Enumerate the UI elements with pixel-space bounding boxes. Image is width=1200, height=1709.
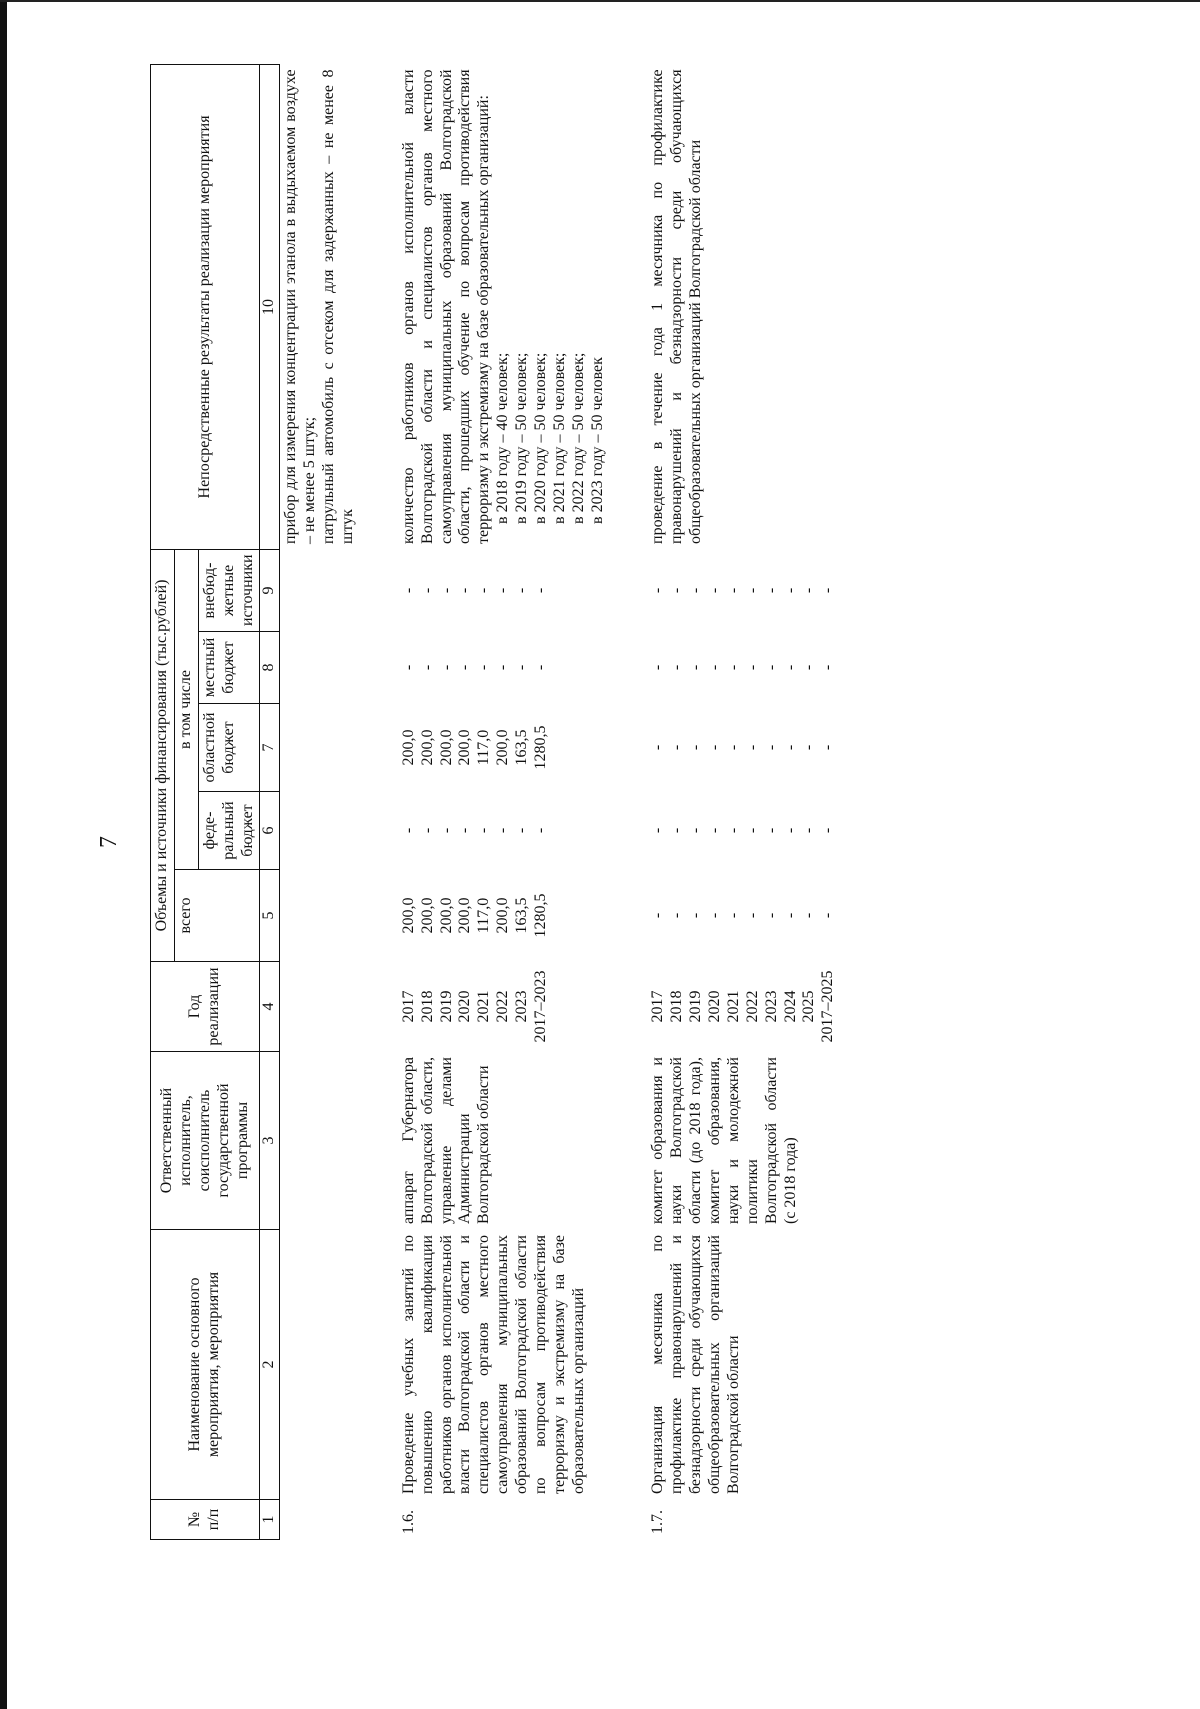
header-executor: Ответственный исполнитель, соисполнитель государственной программы: [151, 1052, 260, 1230]
result-text: проведение в течение года 1 месячника по профилактике правонарушений и безнадзорности среди обучающихся общеобразовательных организаций Волгоградской области: [649, 69, 705, 544]
column-number: 10: [260, 64, 280, 549]
table-row: [280, 64, 360, 1539]
result-text: прибор для измерения концентрации этанола в выдыхаемом воздухе – не менее 5 штук; патрульный автомобиль с отсеком для задержанных – не менее 8 штук: [282, 69, 356, 544]
header-federal: феде-ральный бюджет: [198, 792, 260, 870]
regional-budget: - - - - - - - - - -: [649, 744, 837, 751]
local-budget: - - - - - - - -: [399, 664, 549, 671]
activity-name: Организация месячника по профилактике правонарушений и безнадзорности среди обучающихся общеобразовательных организаций Волгоградской области: [649, 1235, 742, 1494]
column-number: 7: [260, 704, 280, 792]
local-budget: [280, 632, 360, 704]
column-number: 5: [260, 870, 280, 962]
header-number: № п/п: [151, 1500, 260, 1540]
result-cell: [398, 64, 610, 549]
local-budget: - - - - - - - - - -: [649, 664, 837, 671]
program-activities-table: [150, 64, 840, 1540]
executor: аппарат Губернатора Волгоградской области, управление делами Администрации Волгоградской области: [399, 1057, 493, 1224]
regional-budget: 200,0 200,0 200,0 200,0 117,0 200,0 163,5 1280,5: [399, 725, 549, 770]
header-including: в том числе: [174, 549, 198, 869]
row-number: 1.7.: [649, 1510, 667, 1534]
total-amount: 200,0 200,0 200,0 200,0 117,0 200,0 163,5 1280,5: [399, 893, 549, 938]
header-funding-group: Объемы и источники финансирования (тыс.рублей): [151, 549, 175, 961]
header-regional: областной бюджет: [198, 704, 260, 792]
table-row: [398, 64, 610, 1539]
executor: комитет образования и науки Волгоградской области (до 2018 года), комитет образования, науки и молодежной политики Волгоградской области (с 2018 года): [649, 1057, 799, 1224]
rotated-table-container: [150, 65, 1030, 1540]
executor: [280, 1052, 360, 1230]
years: [280, 962, 360, 1052]
federal-budget: - - - - - - - - - -: [649, 827, 837, 834]
column-number: 3: [260, 1052, 280, 1230]
years: 2017 2018 2019 2020 2021 2022 2023 2024 2025 2017–2025: [649, 970, 837, 1043]
header-local: местный бюджет: [198, 632, 260, 704]
page-number: 7: [96, 836, 122, 848]
row-number: 1.6.: [399, 1510, 417, 1534]
activity-name: Проведение учебных занятий по повышению квалификации работников органов исполнительной власти Волгоградской области и специалистов органов местного самоуправления муниципальных образований Волгоградской области по вопросам противодействия терроризму и экстремизму на базе образовательных организаций: [399, 1235, 587, 1494]
table-row: [647, 64, 840, 1539]
regional-budget: [280, 704, 360, 792]
column-number: 9: [260, 549, 280, 631]
column-number: 6: [260, 792, 280, 870]
column-number: 2: [260, 1230, 280, 1500]
header-offbudget: внебюд-жетные источники: [198, 549, 260, 631]
scan-edge-top: [0, 0, 1200, 2]
column-number: 4: [260, 962, 280, 1052]
header-year: Год реализации: [151, 962, 260, 1052]
offbudget-sources: - - - - - - - - - -: [649, 587, 837, 594]
total-amount: [280, 870, 360, 962]
offbudget-sources: - - - - - - - -: [399, 587, 549, 594]
column-number: 1: [260, 1500, 280, 1540]
row-spacer: [609, 64, 647, 1539]
row-spacer: [360, 64, 398, 1539]
header-activity-name: Наименование основного мероприятия, мероприятия: [151, 1230, 260, 1500]
activity-name: [280, 1230, 360, 1500]
header-total: всего: [174, 870, 260, 962]
federal-budget: - - - - - - - -: [399, 827, 549, 834]
row-number: [280, 1500, 360, 1540]
scan-edge: [0, 0, 7, 1709]
offbudget-sources: [280, 549, 360, 631]
column-number-row: [260, 64, 280, 1539]
years: 2017 2018 2019 2020 2021 2022 2023 2017–2023: [399, 970, 549, 1043]
table-header: [151, 64, 280, 1539]
header-results: Непосредственные результаты реализации мероприятия: [151, 64, 260, 549]
total-amount: - - - - - - - - - -: [649, 912, 837, 919]
federal-budget: [280, 792, 360, 870]
result-yearly-list: в 2018 году – 40 человек; в 2019 году – 50 человек; в 2020 году – 50 человек; в 2021 году – 50 человек; в 2022 году – 50 человек; в 2023 году – 50 человек: [494, 352, 606, 524]
result-text: количество работников органов исполнительной власти Волгоградской области и специалистов органов местного самоуправления муниципальных образований Волгоградской области, прошедших обучение по вопросам противодействия терроризму и экстремизму на базе образовательных организаций:: [399, 69, 493, 544]
column-number: 8: [260, 632, 280, 704]
